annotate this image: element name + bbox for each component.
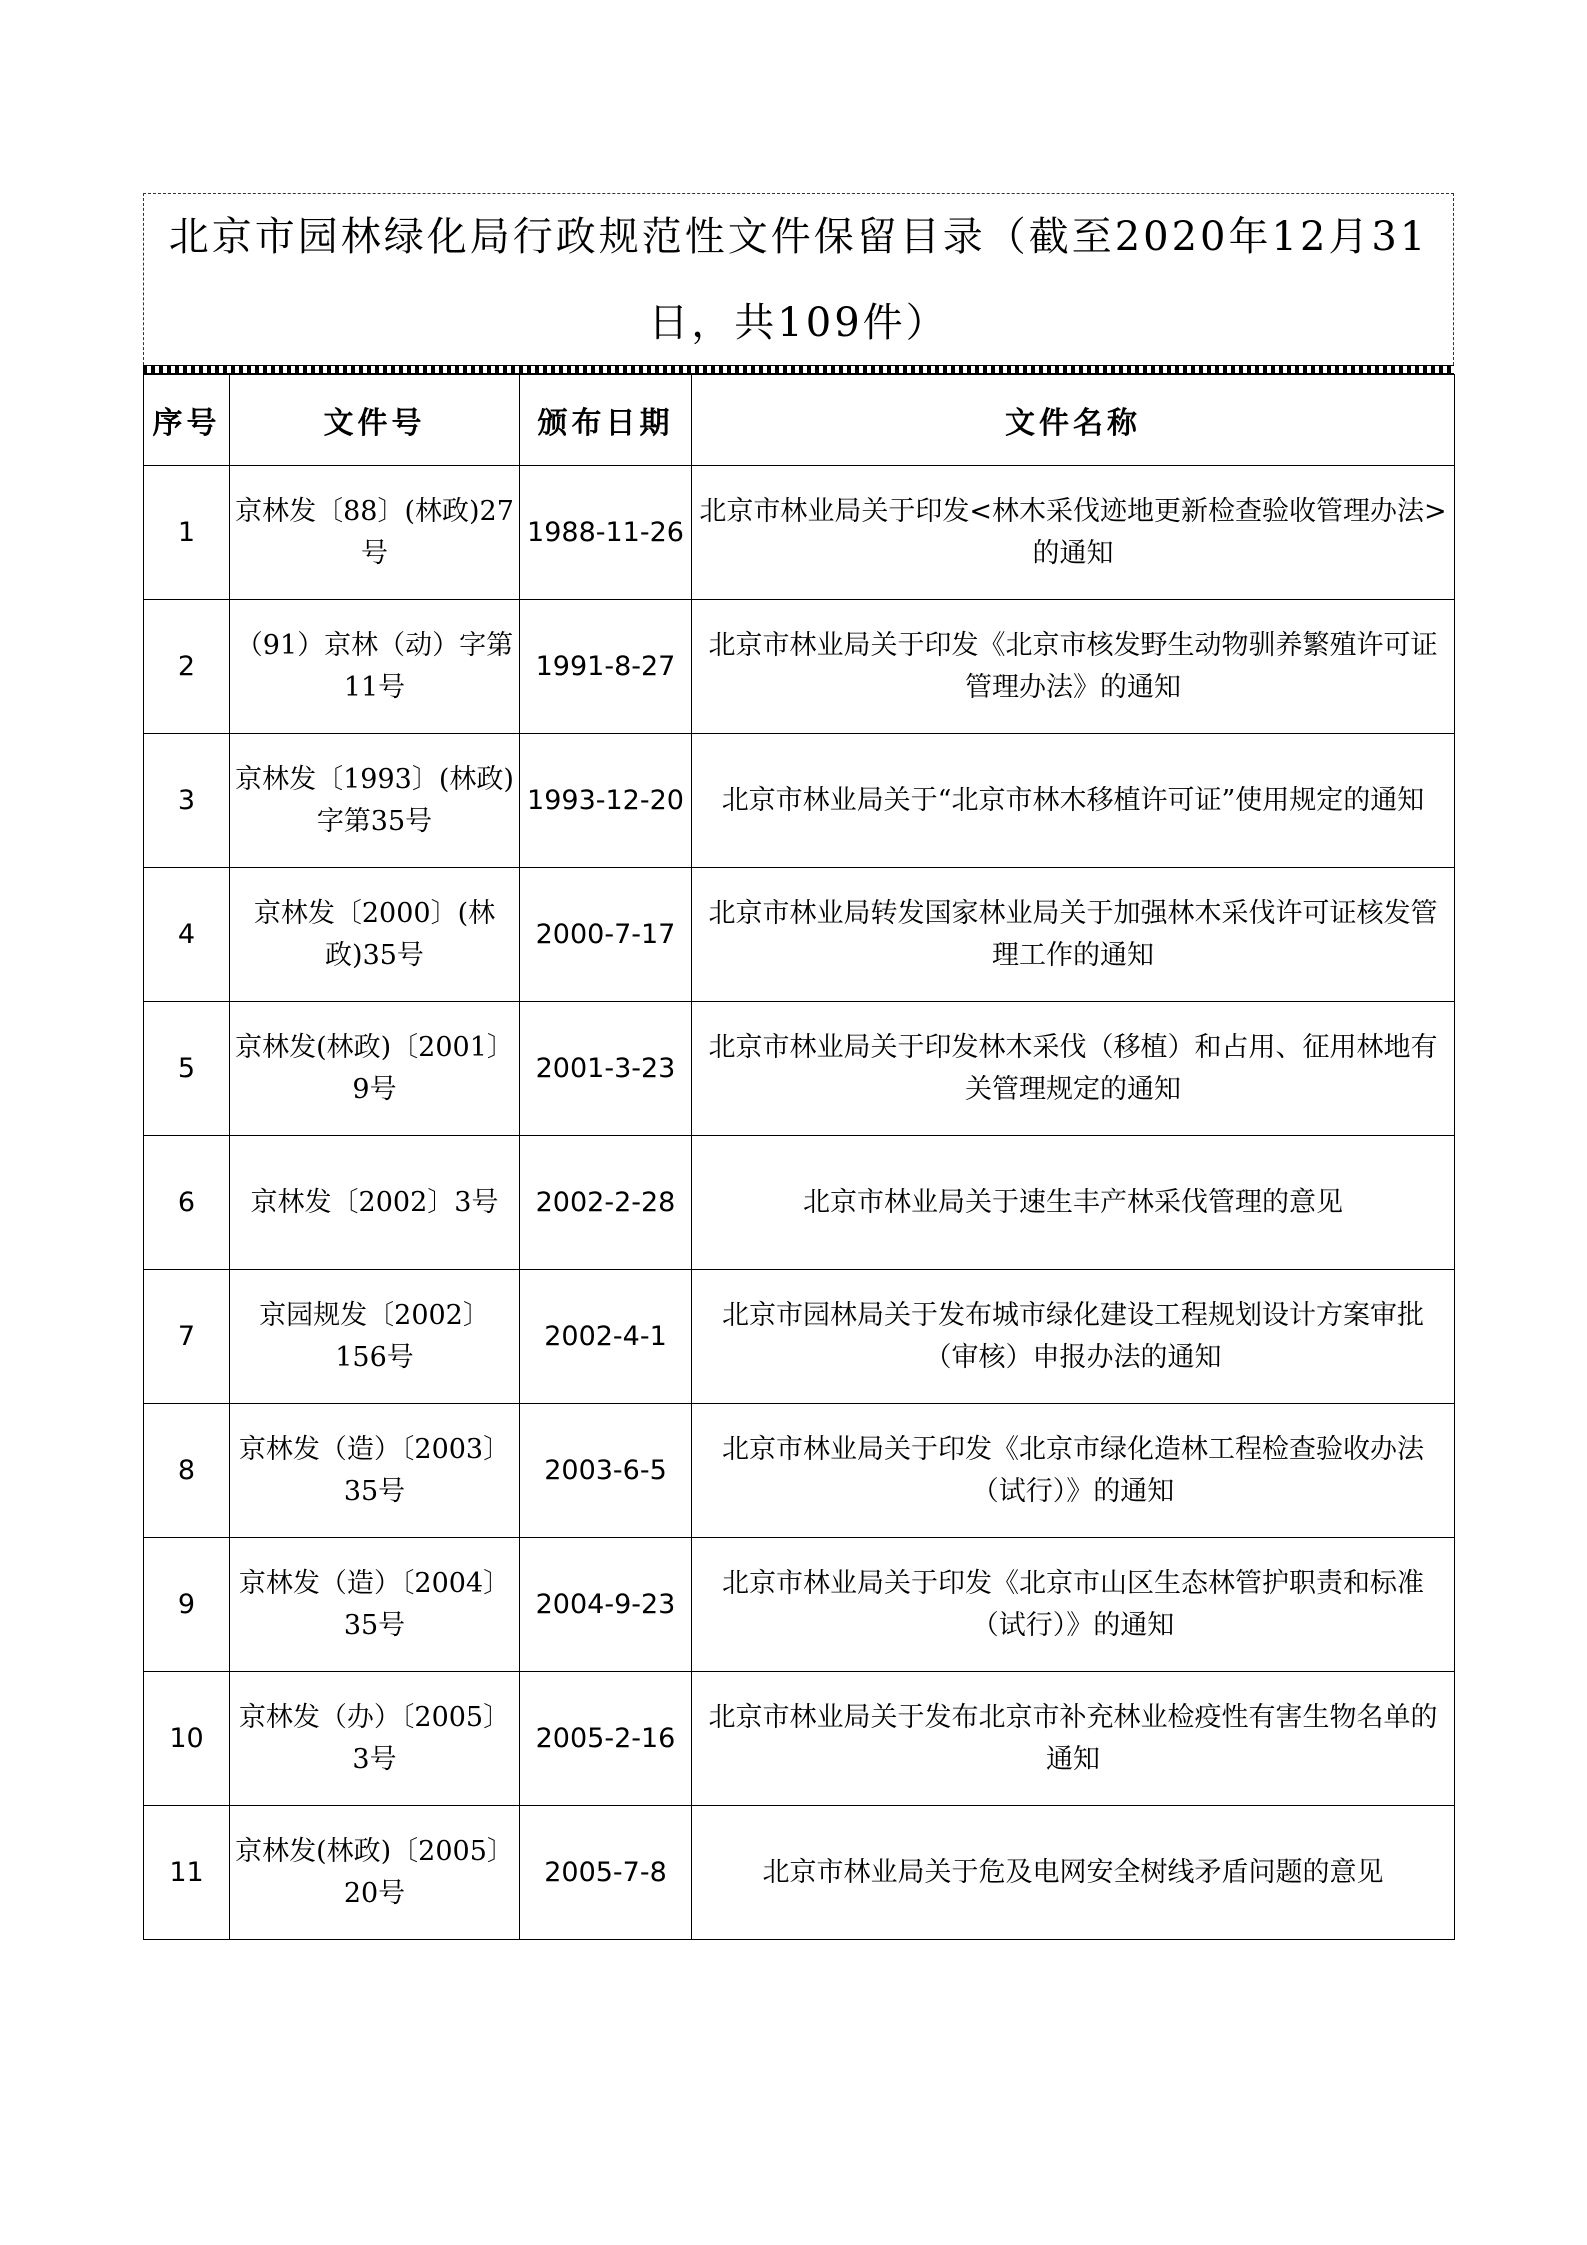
row-doc-name: 北京市林业局关于印发《北京市山区生态林管护职责和标准（试行）》的通知: [692, 1538, 1455, 1672]
row-date: 2004-9-23: [520, 1538, 692, 1672]
catalog-table: [143, 374, 1455, 1940]
row-no: 3: [144, 734, 230, 868]
header-date: 颁布日期: [520, 375, 692, 466]
row-no: 11: [144, 1806, 230, 1940]
header-doc-name: 文件名称: [692, 375, 1455, 466]
table-row: [144, 1538, 1455, 1672]
table-row: [144, 1270, 1455, 1404]
row-no: 1: [144, 466, 230, 600]
row-doc-name: 北京市林业局关于速生丰产林采伐管理的意见: [692, 1136, 1455, 1270]
row-doc-number: 京园规发〔2002〕156号: [230, 1270, 520, 1404]
table-row: [144, 1672, 1455, 1806]
row-doc-number: 京林发(林政)〔2005〕20号: [230, 1806, 520, 1940]
row-doc-name: 北京市林业局关于危及电网安全树线矛盾问题的意见: [692, 1806, 1455, 1940]
catalog-sheet: [143, 193, 1454, 1940]
row-no: 9: [144, 1538, 230, 1672]
row-date: 1993-12-20: [520, 734, 692, 868]
row-doc-name: 北京市林业局关于印发<林木采伐迹地更新检查验收管理办法>的通知: [692, 466, 1455, 600]
row-doc-number: 京林发〔2002〕3号: [230, 1136, 520, 1270]
row-doc-number: 京林发（造）〔2004〕35号: [230, 1538, 520, 1672]
row-date: 2002-2-28: [520, 1136, 692, 1270]
row-doc-number: 京林发（造）〔2003〕35号: [230, 1404, 520, 1538]
row-no: 2: [144, 600, 230, 734]
table-row: [144, 1806, 1455, 1940]
row-doc-name: 北京市林业局转发国家林业局关于加强林木采伐许可证核发管理工作的通知: [692, 868, 1455, 1002]
table-row: [144, 734, 1455, 868]
table-row: [144, 1002, 1455, 1136]
row-doc-name: 北京市林业局关于印发《北京市绿化造林工程检查验收办法（试行）》的通知: [692, 1404, 1455, 1538]
row-no: 6: [144, 1136, 230, 1270]
row-date: 2005-7-8: [520, 1806, 692, 1940]
row-doc-number: 京林发(林政)〔2001〕9号: [230, 1002, 520, 1136]
title-box: [143, 193, 1454, 365]
page-title: 北京市园林绿化局行政规范性文件保留目录（截至2020年12月31日，共109件）: [168, 213, 1429, 346]
row-date: 2003-6-5: [520, 1404, 692, 1538]
row-doc-number: 京林发（办）〔2005〕3号: [230, 1672, 520, 1806]
table-row: [144, 1136, 1455, 1270]
row-doc-name: 北京市林业局关于“北京市林木移植许可证”使用规定的通知: [692, 734, 1455, 868]
row-date: 2000-7-17: [520, 868, 692, 1002]
row-date: 2005-2-16: [520, 1672, 692, 1806]
title-divider: [143, 365, 1454, 374]
row-no: 5: [144, 1002, 230, 1136]
row-date: 2001-3-23: [520, 1002, 692, 1136]
row-date: 1991-8-27: [520, 600, 692, 734]
row-date: 1988-11-26: [520, 466, 692, 600]
row-doc-number: 京林发〔1993〕(林政)字第35号: [230, 734, 520, 868]
table-row: [144, 1404, 1455, 1538]
header-no: 序号: [144, 375, 230, 466]
row-doc-name: 北京市林业局关于印发《北京市核发野生动物驯养繁殖许可证管理办法》的通知: [692, 600, 1455, 734]
row-doc-number: 京林发〔2000〕(林政)35号: [230, 868, 520, 1002]
row-no: 7: [144, 1270, 230, 1404]
row-doc-number: 京林发〔88〕(林政)27号: [230, 466, 520, 600]
row-doc-number: （91）京林（动）字第11号: [230, 600, 520, 734]
row-doc-name: 北京市园林局关于发布城市绿化建设工程规划设计方案审批（审核）申报办法的通知: [692, 1270, 1455, 1404]
row-no: 10: [144, 1672, 230, 1806]
row-doc-name: 北京市林业局关于印发林木采伐（移植）和占用、征用林地有关管理规定的通知: [692, 1002, 1455, 1136]
row-date: 2002-4-1: [520, 1270, 692, 1404]
row-no: 4: [144, 868, 230, 1002]
header-doc-number: 文件号: [230, 375, 520, 466]
table-header-row: [144, 375, 1455, 466]
table-row: [144, 868, 1455, 1002]
row-no: 8: [144, 1404, 230, 1538]
table-row: [144, 600, 1455, 734]
table-row: [144, 466, 1455, 600]
row-doc-name: 北京市林业局关于发布北京市补充林业检疫性有害生物名单的通知: [692, 1672, 1455, 1806]
